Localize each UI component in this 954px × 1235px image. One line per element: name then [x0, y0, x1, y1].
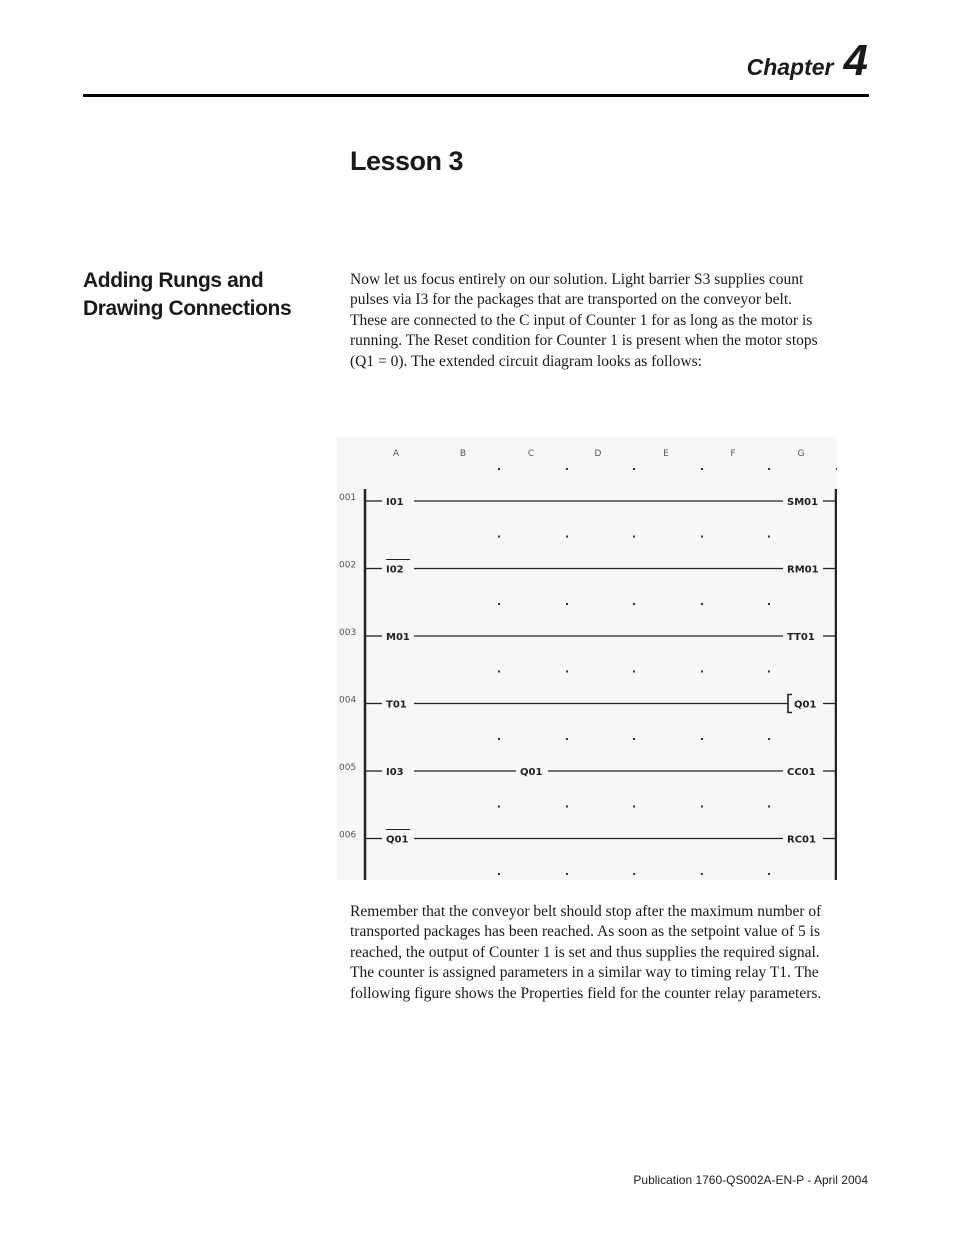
- coil-label: TT01: [787, 632, 815, 643]
- ladder-diagram: [337, 437, 837, 880]
- grid-dot: [566, 536, 568, 538]
- grid-dot: [701, 671, 703, 673]
- grid-dot: [633, 468, 635, 470]
- chapter-number: 4: [843, 36, 868, 85]
- grid-dot: [498, 671, 500, 673]
- coil-bracket: [788, 695, 792, 713]
- grid-dot: [836, 536, 837, 538]
- grid-dot: [768, 671, 770, 673]
- coil-label: CC01: [787, 767, 816, 778]
- rung-number: 006: [339, 830, 357, 841]
- grid-dot: [633, 671, 635, 673]
- grid-dot: [566, 806, 568, 808]
- column-header: G: [797, 449, 805, 459]
- grid-dot: [633, 738, 635, 740]
- grid-dot: [566, 671, 568, 673]
- contact-label: Q01: [386, 834, 409, 846]
- column-header: E: [663, 449, 669, 459]
- grid-dot: [566, 873, 568, 875]
- grid-dot: [498, 873, 500, 875]
- grid-dot: [566, 468, 568, 470]
- grid-dot: [701, 468, 703, 470]
- grid-dot: [498, 536, 500, 538]
- grid-dot: [633, 873, 635, 875]
- paragraph-counter: Remember that the conveyor belt should stop after the maximum number of transported packages has been reached. As soon as the setpoint value of 5 is reached, the output of Counter 1 is set and thus supplies the required signal. The counter is assigned parameters in a similar way to timing relay T1. The following figure shows the Properties field for the counter relay parameters.: [350, 903, 822, 1002]
- column-header: C: [527, 449, 535, 459]
- grid-dot: [498, 468, 500, 470]
- publication-footer: Publication 1760-QS002A-EN-P - April 2004: [633, 1173, 868, 1187]
- column-header: B: [459, 449, 467, 459]
- grid-dot: [836, 603, 837, 605]
- contact-label: I01: [386, 497, 404, 508]
- grid-dot: [701, 536, 703, 538]
- ladder-diagram-figure: [337, 437, 837, 880]
- rung-number: 002: [339, 560, 357, 571]
- chapter-label: Chapter: [746, 54, 834, 80]
- grid-dot: [836, 873, 837, 875]
- grid-dot: [768, 873, 770, 875]
- coil-label: SM01: [787, 497, 819, 508]
- grid-dot: [836, 806, 837, 808]
- grid-dot: [701, 603, 703, 605]
- grid-dot: [768, 738, 770, 740]
- coil-label: RC01: [787, 834, 816, 846]
- grid-dot: [633, 806, 635, 808]
- section-heading: Adding Rungs and Drawing Connections: [83, 269, 292, 320]
- rung-number: 003: [339, 628, 357, 638]
- rung-number: 001: [339, 493, 357, 503]
- grid-dot: [633, 536, 635, 538]
- header-rule: [83, 94, 869, 97]
- grid-dot: [633, 603, 635, 605]
- grid-dot: [498, 806, 500, 808]
- coil-label: Q01: [794, 699, 817, 711]
- rung-number: 005: [339, 763, 357, 773]
- grid-dot: [836, 671, 837, 673]
- grid-dot: [836, 468, 837, 470]
- contact-label: I03: [386, 767, 404, 778]
- grid-dot: [701, 738, 703, 740]
- grid-dot: [566, 603, 568, 605]
- grid-dot: [768, 536, 770, 538]
- grid-dot: [768, 806, 770, 808]
- contact-label: M01: [386, 632, 410, 643]
- grid-dot: [498, 603, 500, 605]
- lesson-title: Lesson 3: [350, 146, 464, 176]
- grid-dot: [701, 873, 703, 875]
- paragraph-intro: Now let us focus entirely on our solution. Light barrier S3 supplies count pulses via I3 for the packages that are transported on the conveyor belt. These are connected to the C input of Counter 1 for as long as the motor is running. The Reset condition for Counter 1 is present when the motor stops (Q1 = 0). The extended circuit diagram looks as follows:: [350, 271, 818, 370]
- chapter-header: [747, 36, 868, 86]
- grid-dot: [768, 468, 770, 470]
- column-header: F: [730, 449, 736, 459]
- grid-dot: [836, 738, 837, 740]
- grid-dot: [701, 806, 703, 808]
- column-header: A: [392, 449, 400, 459]
- grid-dot: [566, 738, 568, 740]
- column-header: D: [594, 449, 602, 459]
- contact-label: T01: [386, 699, 407, 711]
- rung-number: 004: [339, 695, 357, 706]
- grid-dot: [768, 603, 770, 605]
- contact-label: I02: [386, 564, 404, 576]
- grid-dot: [498, 738, 500, 740]
- contact-label: Q01: [520, 767, 543, 778]
- coil-label: RM01: [787, 564, 819, 576]
